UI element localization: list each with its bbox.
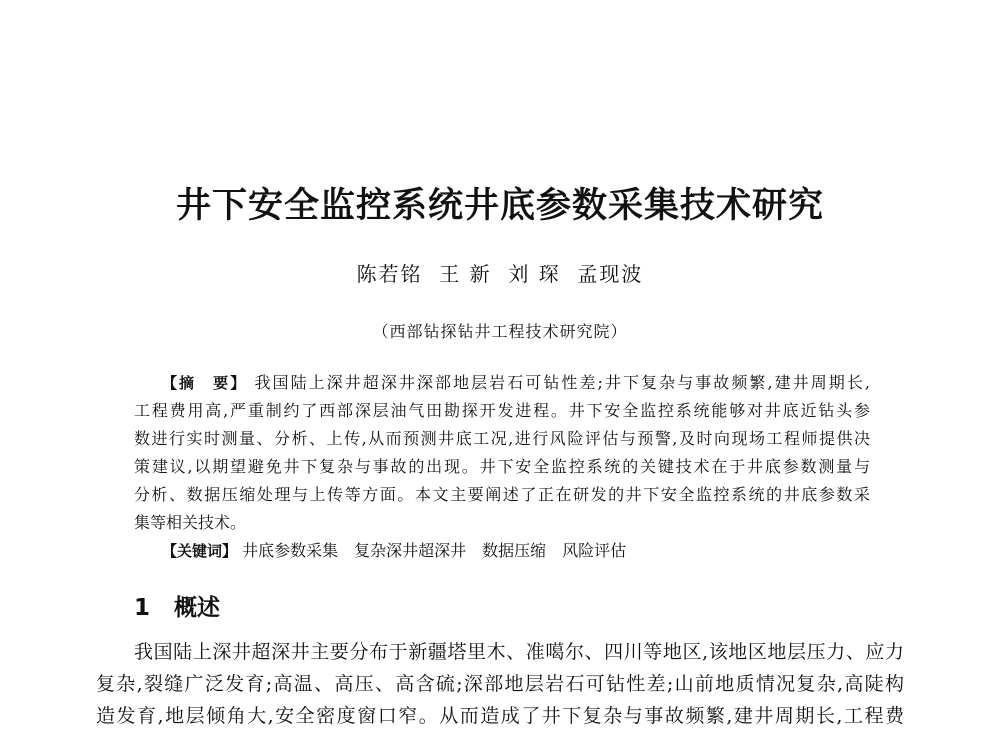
- abstract-line: [134, 374, 870, 392]
- body-line: 复杂,裂缝广泛发育;高温、高压、高含硫;深部地层岩石可钻性差;山前地质情况复杂,高陡构: [96, 673, 904, 695]
- keywords-text: 井底参数采集 复杂深井超深井 数据压缩 风险评估: [242, 542, 627, 560]
- abstract-line: 工程费用高,严重制约了西部深层油气田勘探开发进程。井下安全监控系统能够对井底近钻头参: [134, 402, 870, 420]
- paper-title: 井下安全监控系统井底参数采集技术研究: [175, 186, 824, 226]
- abstract-line: 集等相关技术。: [134, 514, 247, 532]
- keywords: [134, 542, 870, 560]
- authors: 陈若铭 王 新 刘 琛 孟现波: [356, 262, 644, 286]
- abstract-line: 分析、数据压缩处理与上传等方面。本文主要阐述了正在研发的井下安全监控系统的井底参数采: [134, 486, 870, 504]
- abstract-label: 【摘 要】: [162, 374, 248, 392]
- affiliation: （西部钻探钻井工程技术研究院）: [372, 322, 628, 341]
- abstract-text: 我国陆上深井超深井深部地层岩石可钻性差;井下复杂与事故频繁,建井周期长,: [254, 374, 870, 392]
- section-heading: [134, 589, 220, 622]
- section-number: 1: [134, 595, 151, 621]
- abstract-line: 数进行实时测量、分析、上传,从而预测井底工况,进行风险评估与预警,及时向现场工程师提供决: [134, 430, 870, 448]
- keywords-label: 【关键词】: [162, 542, 238, 560]
- section-title: 概述: [174, 595, 221, 621]
- abstract-line: 策建议,以期望避免井下复杂与事故的出现。井下安全监控系统的关键技术在于井底参数测量与: [134, 458, 870, 476]
- body-line: 造发育,地层倾角大,安全密度窗口窄。从而造成了井下复杂与事故频繁,建井周期长,工程费: [96, 705, 904, 727]
- body-line: 我国陆上深井超深井主要分布于新疆塔里木、准噶尔、四川等地区,该地区地层压力、应力: [134, 641, 904, 663]
